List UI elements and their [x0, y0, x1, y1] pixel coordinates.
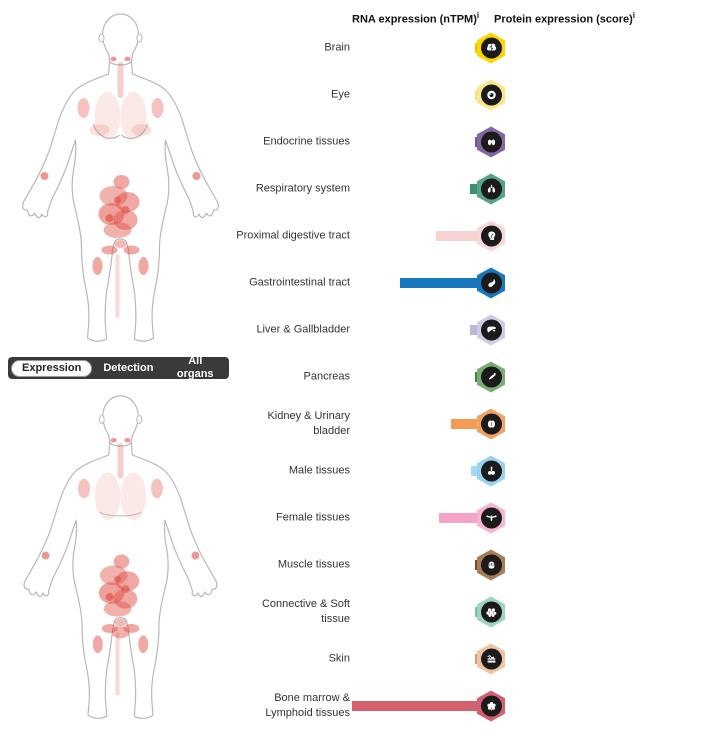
tissue-label-line: Kidney & Urinary: [267, 410, 350, 422]
tissue-hexagon[interactable]: [477, 691, 505, 722]
skin-icon: [484, 652, 499, 667]
organ-icon-circle: [481, 320, 502, 341]
muscle-icon: [484, 558, 499, 573]
organ-icon-circle: [481, 696, 502, 717]
tissue-label-line: Endocrine tissues: [263, 135, 350, 148]
tissue-label-line: Connective & Soft: [261, 598, 350, 610]
rna-expression-bar: [470, 325, 478, 335]
throat-icon: [484, 229, 499, 244]
tissue-label-line: Skin: [328, 652, 350, 665]
tissue-row-connective-soft-tissue[interactable]: [0, 589, 711, 635]
tissue-label[interactable]: [200, 409, 350, 439]
tissue-hexagon[interactable]: [477, 503, 505, 534]
tissue-hexagon[interactable]: [477, 174, 505, 205]
tissue-row-male-tissues[interactable]: [0, 448, 711, 494]
tissue-label[interactable]: [200, 370, 350, 385]
tissue-hexagon[interactable]: [477, 33, 505, 64]
eye-icon: [484, 88, 499, 103]
lymph-icon: [484, 699, 499, 714]
tissue-label[interactable]: [200, 41, 350, 56]
tissue-row-proximal-digestive-tract[interactable]: [0, 213, 711, 259]
organ-icon-circle: [481, 132, 502, 153]
tissue-label-line: Female tissues: [276, 511, 350, 524]
tissue-row-respiratory-system[interactable]: [0, 166, 711, 212]
rna-expression-bar: [470, 184, 478, 194]
organ-icon-circle: [481, 226, 502, 247]
organ-icon-circle: [481, 367, 502, 388]
tissue-label[interactable]: [200, 464, 350, 479]
protein-header-label: Protein expression (score): [494, 13, 633, 26]
tissue-label-line: Proximal digestive tract: [236, 229, 350, 242]
organ-icon-circle: [481, 179, 502, 200]
tissue-label[interactable]: [200, 229, 350, 244]
tissue-row-bone-marrow-lymphoid-tissues[interactable]: [0, 683, 711, 729]
tissue-row-skin[interactable]: [0, 636, 711, 682]
toggle-all-organs-button[interactable]: All organs: [164, 353, 226, 383]
rna-expression-bar: [471, 466, 478, 476]
organ-icon-circle: [481, 508, 502, 529]
toggle-detection-button[interactable]: Detection: [92, 360, 164, 377]
rna-expression-bar: [400, 278, 478, 288]
tissue-hexagon[interactable]: [477, 597, 505, 628]
tissue-hexagon[interactable]: [477, 268, 505, 299]
tissue-label-line: Liver & Gallbladder: [256, 323, 350, 336]
organ-icon-circle: [481, 414, 502, 435]
tissue-row-kidney-urinary-bladder[interactable]: [0, 401, 711, 447]
protein-info-superscript[interactable]: i: [632, 11, 636, 20]
organ-icon-circle: [481, 85, 502, 106]
tissue-hexagon[interactable]: [477, 80, 505, 111]
tissue-hexagon[interactable]: [477, 409, 505, 440]
stomach-icon: [484, 276, 499, 291]
tissue-row-muscle-tissues[interactable]: [0, 542, 711, 588]
organ-icon-circle: [481, 273, 502, 294]
tissue-label-line: Gastrointestinal tract: [249, 276, 350, 289]
tissue-label[interactable]: [200, 135, 350, 150]
tissue-label-line: Respiratory system: [255, 182, 350, 195]
tissue-hexagon[interactable]: [477, 315, 505, 346]
tissue-hexagon[interactable]: [477, 456, 505, 487]
tissue-label[interactable]: [200, 323, 350, 338]
tissue-label[interactable]: [200, 691, 350, 721]
thyroid-icon: [484, 135, 499, 150]
tissue-label[interactable]: [200, 511, 350, 526]
organ-icon-circle: [481, 38, 502, 59]
rna-expression-bar: [451, 419, 478, 429]
tissue-label[interactable]: [200, 276, 350, 291]
pancreas-icon: [484, 370, 499, 385]
tissue-label-line: Bone marrow &: [274, 692, 350, 704]
tissue-label[interactable]: [200, 652, 350, 667]
tissue-label-line: Brain: [324, 41, 350, 54]
tissue-label-line: Muscle tissues: [277, 558, 350, 571]
tissue-label[interactable]: [200, 182, 350, 197]
rna-info-superscript[interactable]: i: [476, 11, 480, 20]
organ-icon-circle: [481, 461, 502, 482]
tissue-label-line: Male tissues: [288, 464, 350, 477]
tissue-hexagon[interactable]: [477, 221, 505, 252]
tissue-row-liver-gallbladder[interactable]: [0, 307, 711, 353]
lungs-icon: [484, 182, 499, 197]
tissue-label-line: Pancreas: [303, 370, 350, 383]
tissue-label-line: Lymphoid tissues: [265, 707, 350, 719]
tissue-row-female-tissues[interactable]: [0, 495, 711, 541]
tissue-row-eye[interactable]: [0, 72, 711, 118]
tissue-hexagon[interactable]: [477, 362, 505, 393]
rna-expression-header: [352, 11, 479, 26]
male-icon: [484, 464, 499, 479]
tissue-row-gastrointestinal-tract[interactable]: [0, 260, 711, 306]
tissue-label[interactable]: [200, 558, 350, 573]
tissue-label[interactable]: [200, 597, 350, 627]
rna-header-label: RNA expression (nTPM): [352, 13, 477, 26]
kidneys-icon: [484, 417, 499, 432]
protein-expression-header: [494, 11, 635, 26]
organ-icon-circle: [481, 602, 502, 623]
tissue-row-brain[interactable]: [0, 25, 711, 71]
connective-icon: [484, 605, 499, 620]
tissue-label-line: tissue: [321, 613, 350, 625]
tissue-hexagon[interactable]: [477, 127, 505, 158]
tissue-label[interactable]: [200, 88, 350, 103]
rna-expression-bar: [439, 513, 478, 523]
organ-icon-circle: [481, 555, 502, 576]
tissue-row-pancreas[interactable]: [0, 354, 711, 400]
tissue-label-line: bladder: [313, 425, 350, 437]
tissue-hexagon[interactable]: [477, 644, 505, 675]
female-icon: [484, 511, 499, 526]
rna-expression-bar: [436, 231, 478, 241]
tissue-row-endocrine-tissues[interactable]: [0, 119, 711, 165]
organ-icon-circle: [481, 649, 502, 670]
rna-expression-bar: [352, 701, 478, 711]
brain-icon: [484, 41, 499, 56]
tissue-label-line: Eye: [331, 88, 350, 101]
tissue-hexagon[interactable]: [477, 550, 505, 581]
liver-icon: [484, 323, 499, 338]
toggle-expression-button[interactable]: Expression: [11, 360, 92, 377]
